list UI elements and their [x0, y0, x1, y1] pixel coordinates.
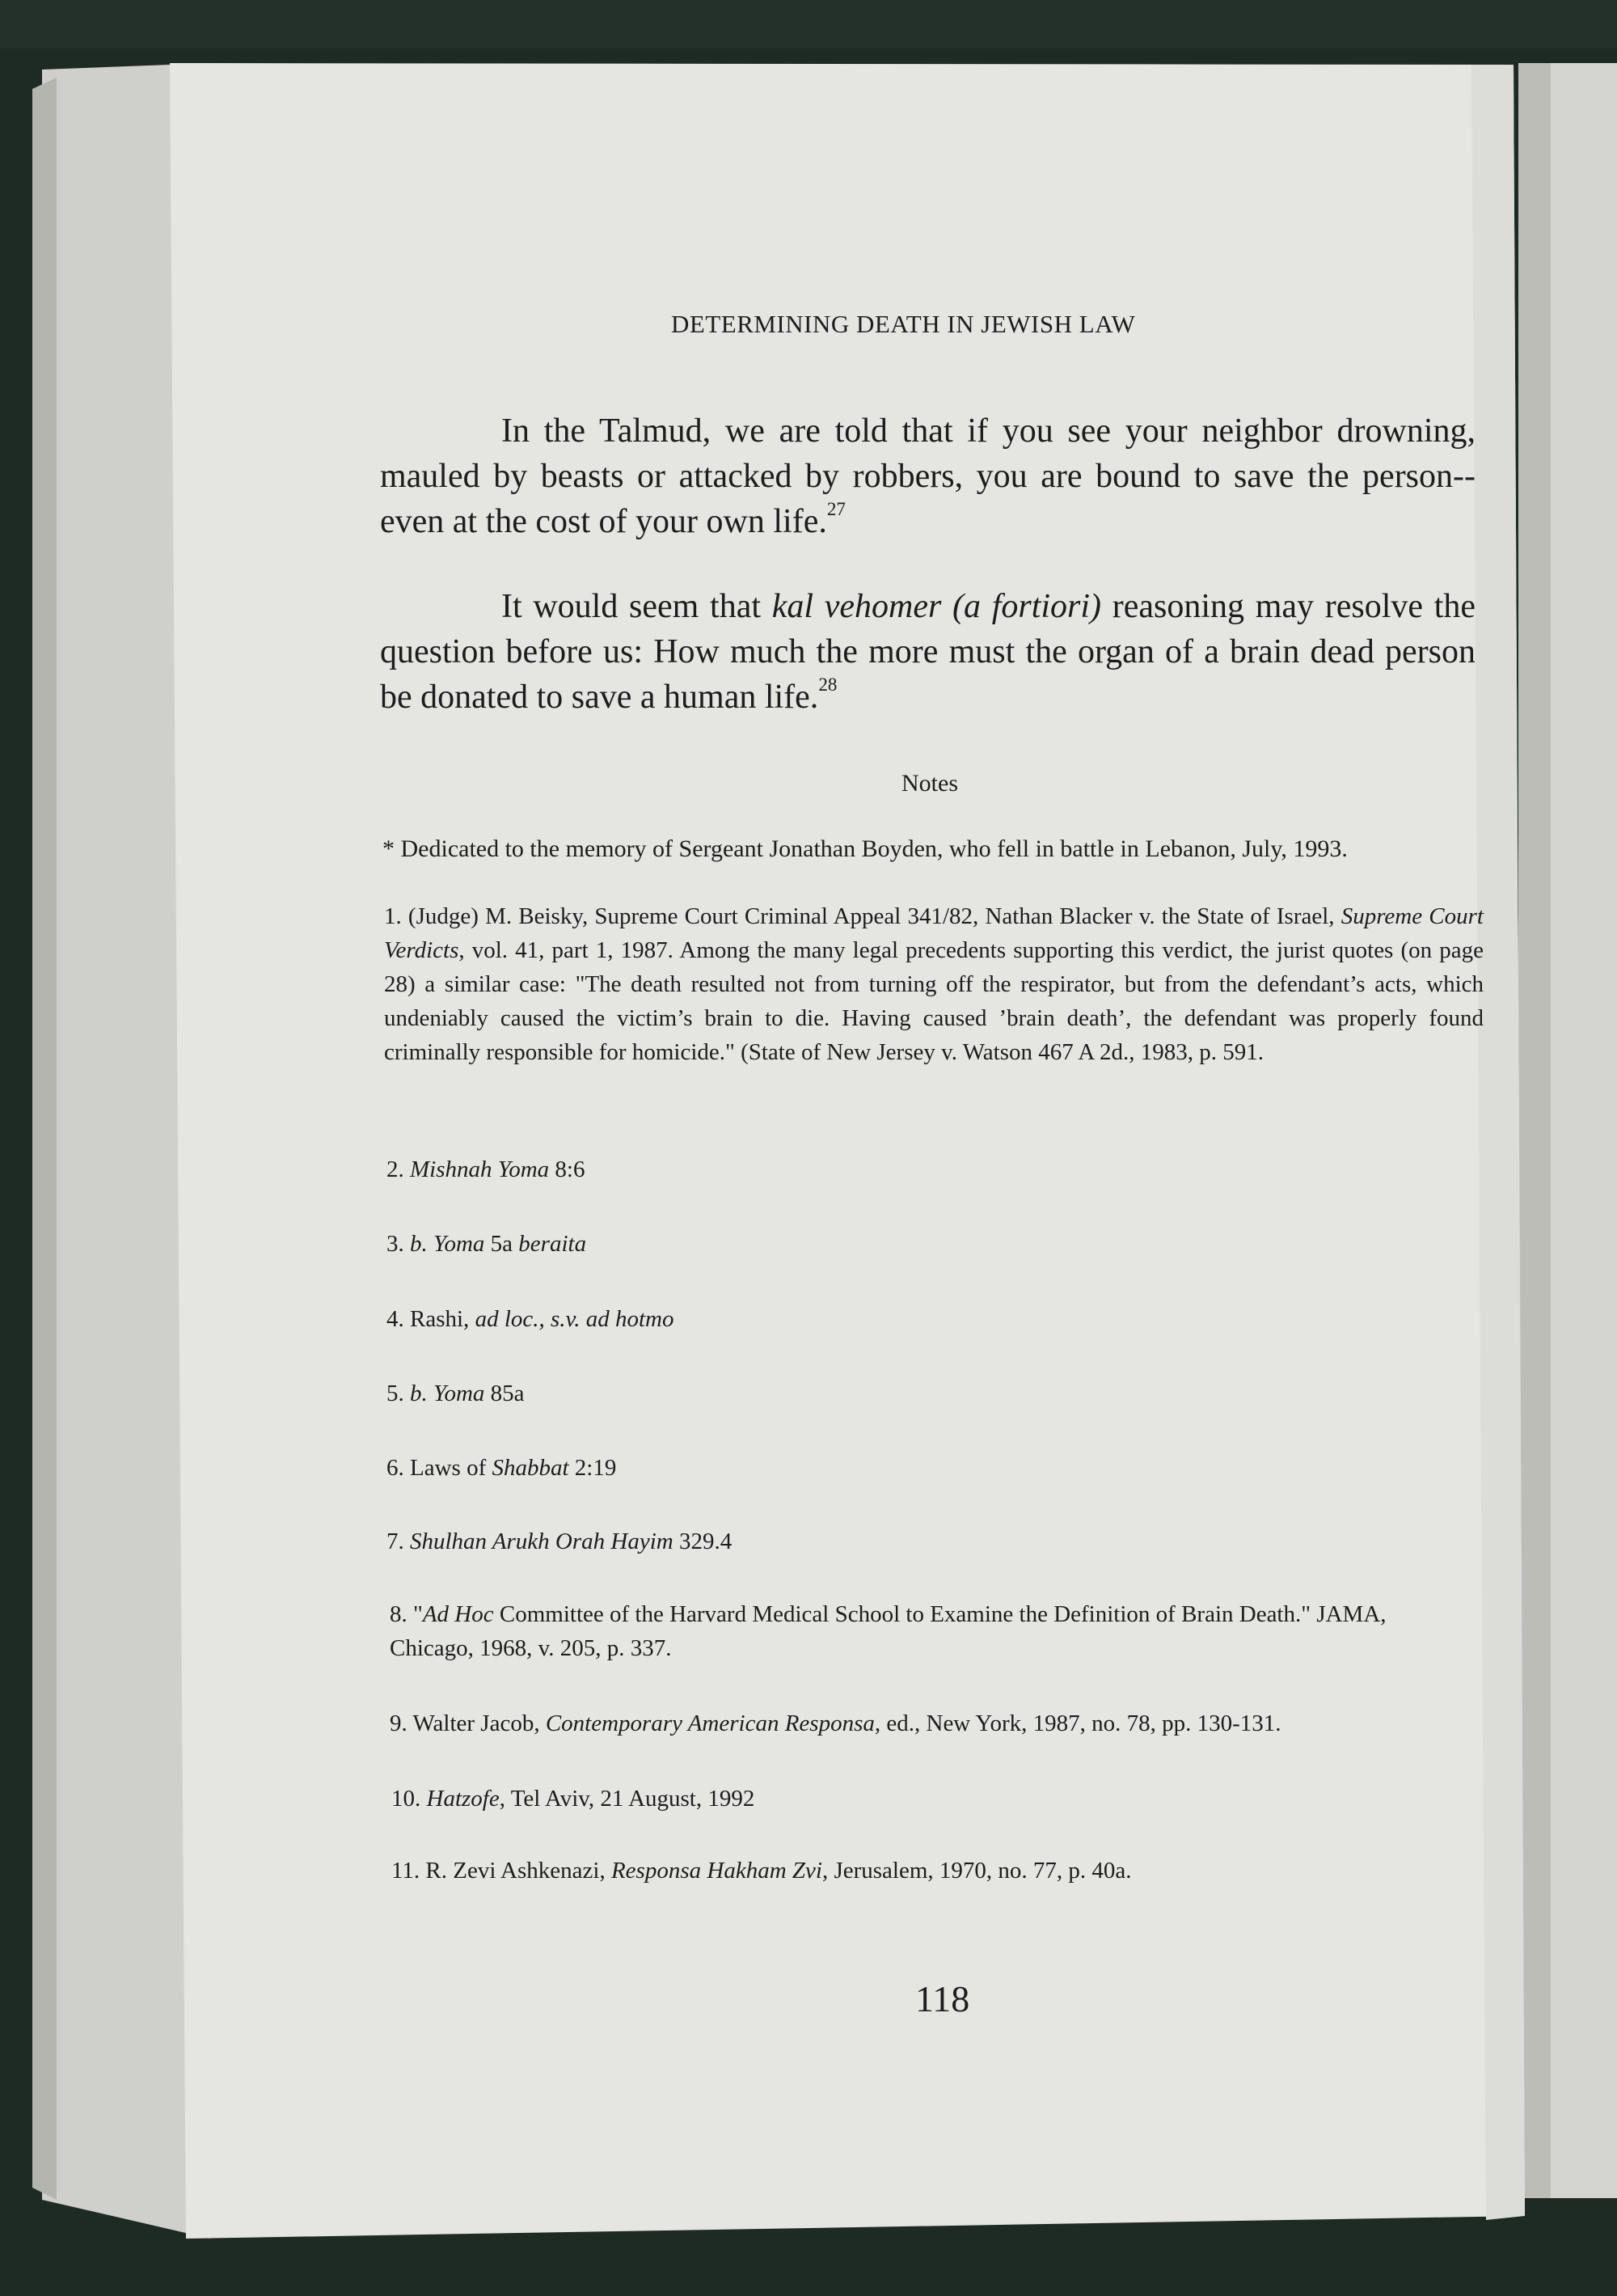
notes-heading: Notes — [901, 770, 958, 797]
note-4-number: 4. Rashi, — [386, 1306, 475, 1332]
note-11 — [391, 1858, 1132, 1884]
note-8-italic: Ad Hoc — [422, 1601, 494, 1627]
note-9-italic: Contemporary American Responsa — [545, 1710, 875, 1736]
page-number: 118 — [915, 1978, 970, 2019]
note-9 — [390, 1710, 1281, 1737]
note-8-rest: Committee of the Harvard Medical School to Examine the Definition of Brain Death." JAMA, Chicago, 1968, v. 205, p. 337. — [390, 1601, 1387, 1661]
paragraph-2-italic-term: kal vehomer (a fortiori) — [771, 588, 1102, 625]
note-2-number: 2. — [386, 1156, 410, 1182]
note-3-italic-1: b. Yoma — [410, 1231, 485, 1257]
footnote-ref-27: 27 — [826, 498, 846, 520]
note-11-number: 11. R. Zevi Ashkenazi, — [391, 1858, 611, 1884]
body-paragraph-1 — [380, 408, 1476, 544]
note-6 — [386, 1455, 616, 1482]
note-6-number: 6. Laws of — [386, 1455, 492, 1481]
note-2 — [386, 1156, 585, 1183]
note-5-number: 5. — [386, 1381, 410, 1406]
note-3 — [386, 1231, 586, 1258]
note-7 — [386, 1529, 732, 1555]
note-1 — [384, 899, 1484, 1069]
running-header: DETERMINING DEATH IN JEWISH LAW — [671, 310, 1136, 338]
note-9-number: 9. Walter Jacob, — [390, 1710, 546, 1736]
note-11-italic: Responsa Hakham Zvi — [610, 1858, 822, 1884]
note-10 — [391, 1786, 754, 1812]
note-6-italic: Shabbat — [492, 1455, 569, 1481]
note-10-italic: Hatzofe — [426, 1786, 500, 1812]
note-4-italic: ad loc., s.v. ad hotmo — [475, 1306, 674, 1332]
note-1-text-end: , vol. 41, part 1, 1987. Among the many legal precedents supporting this verdict, the jurist quotes (on page 28) a similar case: "The death resulted not from turning off the respirator, but from the defendant’s acts, which undeniably caused the victim’s brain to die. Having caused ’brain death’, the defendant was properly found criminally responsible for homicide." (State of New Jersey v. Watson 467 A 2d., 1983, p. 591. — [384, 937, 1484, 1065]
note-11-rest: , Jerusalem, 1970, no. 77, p. 40a. — [821, 1858, 1132, 1884]
note-3-italic-2: beraita — [518, 1231, 587, 1257]
note-1-text-start: 1. (Judge) M. Beisky, Supreme Court Criminal Appeal 341/82, Nathan Blacker v. the State of Israel, — [384, 903, 1341, 929]
note-3-number: 3. — [386, 1231, 410, 1257]
note-7-rest: 329.4 — [673, 1529, 733, 1554]
dedication-note: * Dedicated to the memory of Sergeant Jonathan Boyden, who fell in battle in Lebanon, July, 1993. — [382, 835, 1348, 862]
note-9-rest: , ed., New York, 1987, no. 78, pp. 130-131. — [874, 1710, 1281, 1736]
note-8 — [390, 1597, 1465, 1665]
note-4 — [386, 1306, 674, 1333]
note-2-italic: Mishnah Yoma — [410, 1156, 550, 1182]
note-5-rest: 85a — [484, 1381, 525, 1406]
note-2-rest: 8:6 — [549, 1156, 585, 1182]
paragraph-2-text-start: It would seem that — [501, 588, 772, 625]
paragraph-1-text: In the Talmud, we are told that if you see your neighbor drowning, mauled by beasts or attacked by robbers, you are bound to save the person--even at the cost of your own life. — [380, 412, 1476, 540]
body-paragraph-2 — [380, 584, 1476, 720]
note-8-number: 8. " — [390, 1601, 423, 1627]
note-10-rest: , Tel Aviv, 21 August, 1992 — [499, 1786, 755, 1812]
note-3-mid: 5a — [484, 1231, 519, 1257]
paragraph-2-text-end: reasoning may resolve the question before us: How much the more must the organ of a brain dead person be donated to save a human life. — [380, 588, 1476, 716]
note-10-number: 10. — [391, 1786, 427, 1812]
note-5-italic: b. Yoma — [410, 1381, 485, 1406]
note-6-rest: 2:19 — [568, 1455, 617, 1481]
note-1-italic: Supreme Court Verdicts — [384, 903, 1484, 963]
note-7-number: 7. — [386, 1529, 410, 1554]
note-7-italic: Shulhan Arukh Orah Hayim — [410, 1529, 673, 1554]
footnote-ref-28: 28 — [818, 674, 838, 696]
note-5 — [386, 1381, 525, 1407]
